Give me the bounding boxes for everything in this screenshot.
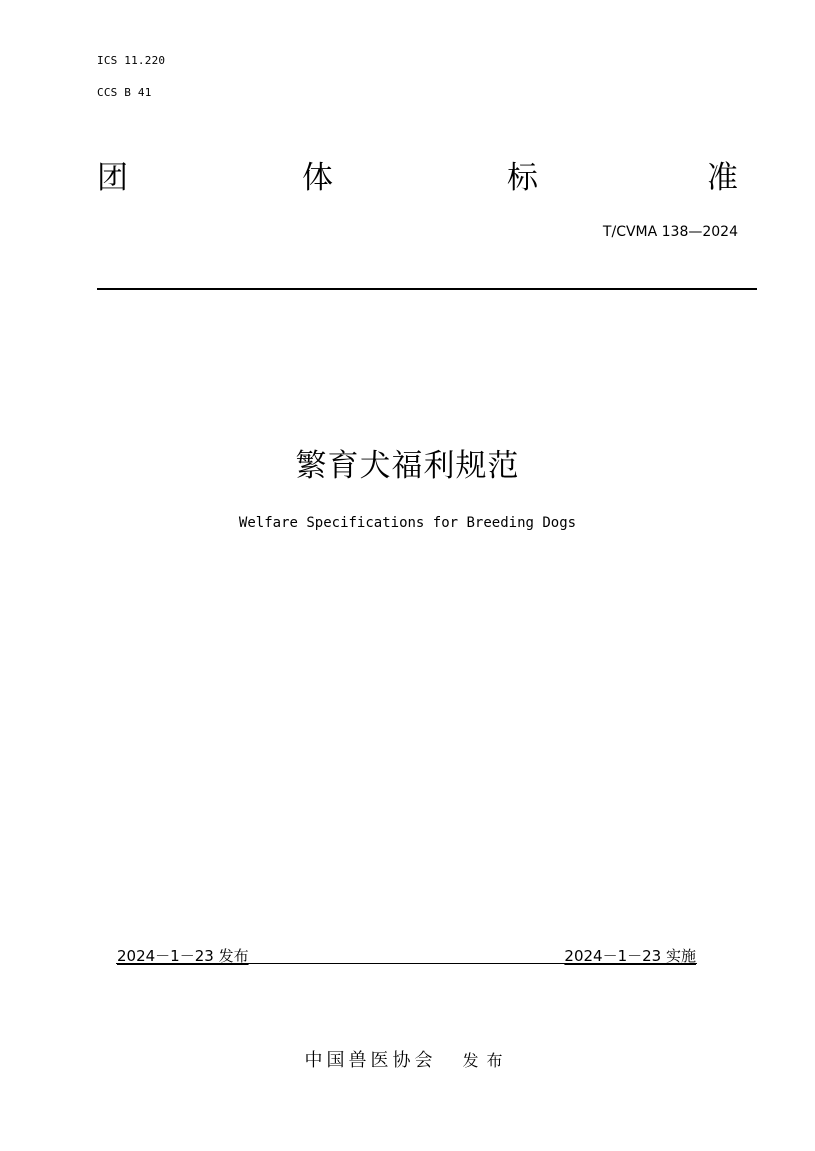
- ccs-code: CCS B 41: [97, 86, 152, 99]
- publisher-name: 中国兽医协会: [304, 1050, 437, 1071]
- standard-type-char: 团: [97, 160, 128, 196]
- standard-type-char: 标: [507, 160, 538, 196]
- header-divider: [97, 288, 757, 290]
- document-title-cn: 繁育犬福利规范: [295, 448, 520, 484]
- publish-date: 2024－1－23 发布: [117, 947, 249, 965]
- implement-date: 2024－1－23 实施: [564, 947, 696, 965]
- standard-number: T/CVMA 138—2024: [602, 224, 738, 240]
- publisher-action: 发布: [462, 1051, 511, 1070]
- standard-type-char: 体: [302, 160, 333, 196]
- ics-code: ICS 11.220: [97, 54, 166, 67]
- standard-type-char: 准: [707, 160, 738, 196]
- document-title-en: Welfare Specifications for Breeding Dogs: [238, 515, 577, 531]
- date-divider: [116, 963, 697, 964]
- publisher-line: [0, 1046, 815, 1072]
